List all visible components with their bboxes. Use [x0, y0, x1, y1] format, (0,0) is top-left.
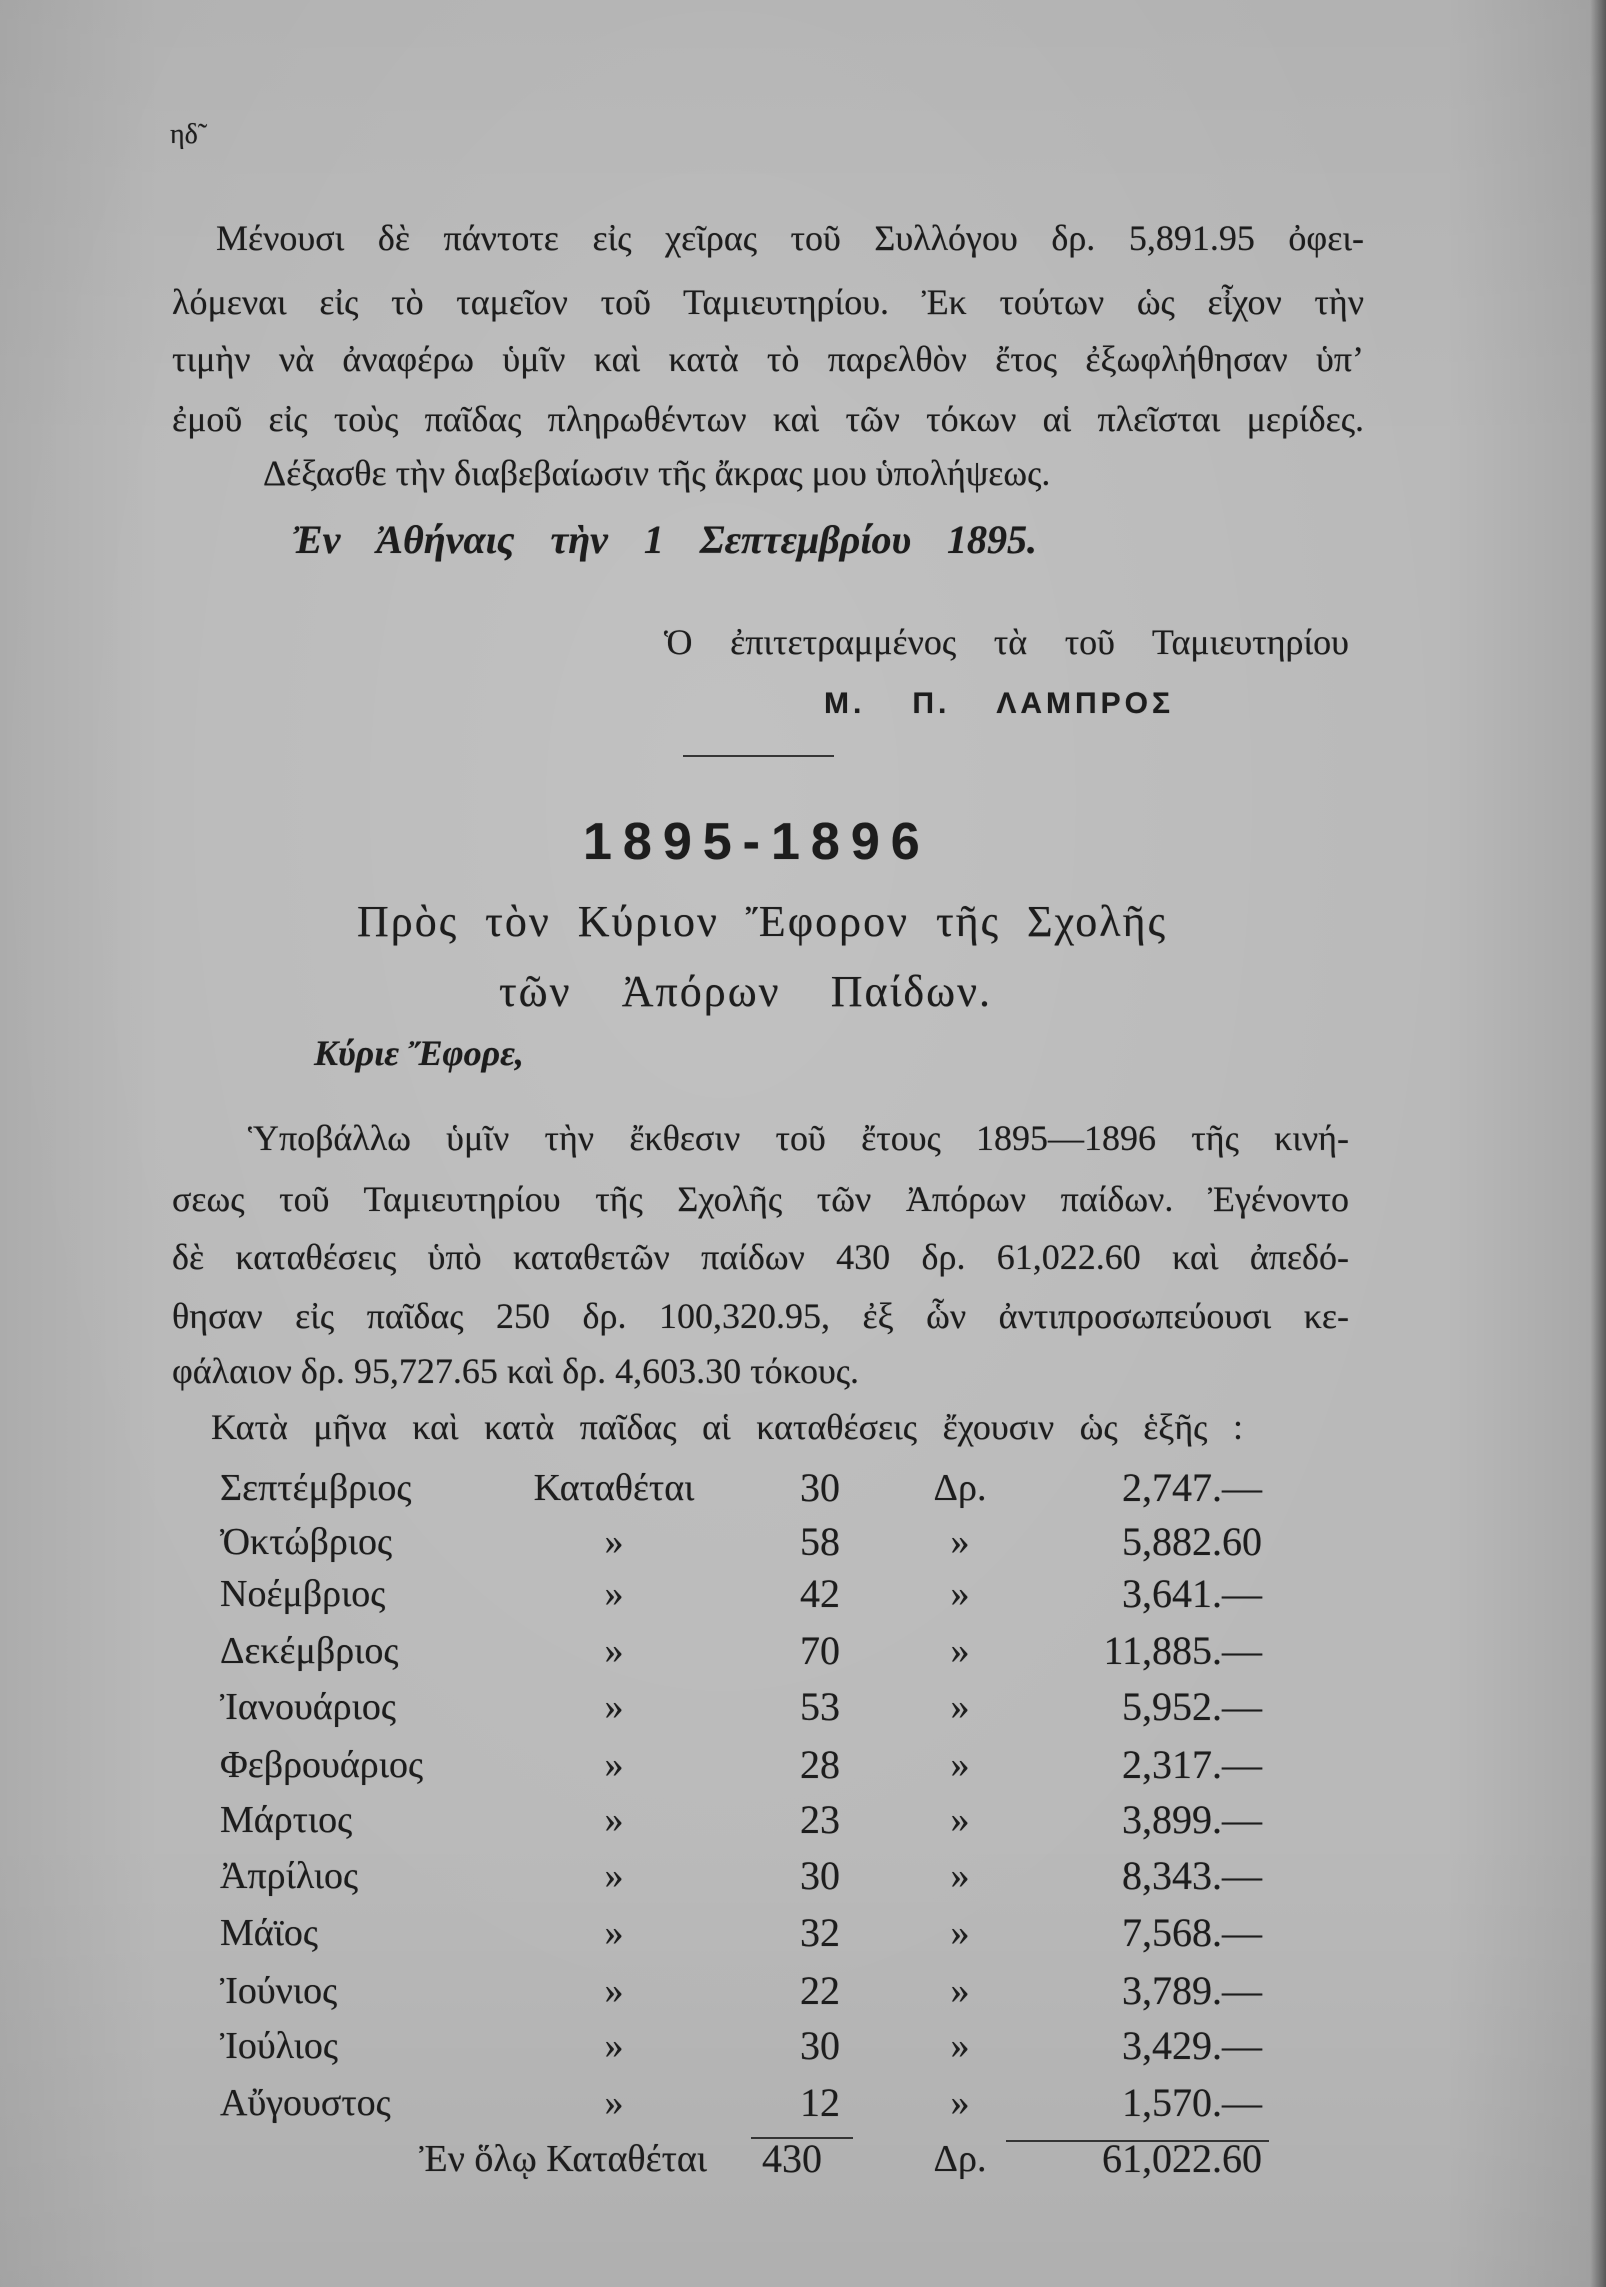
month-cell: Ἰούλιος: [220, 2025, 338, 2067]
depositor-count-cell: 12: [800, 2080, 840, 2125]
report-1895-line: Δέξασθε τὴν διαβεβαίωσιν τῆς ἄκρας μου ὑπολήψεως.: [263, 453, 1051, 493]
amount-cell: 3,641.—: [1122, 1571, 1262, 1616]
total-currency: Δρ.: [933, 2138, 987, 2180]
total-label: Ἐν ὅλῳ Καταθέται: [419, 2138, 707, 2180]
amount-cell: 11,885.—: [1103, 1628, 1262, 1673]
table-row: [0, 1626, 1606, 1676]
ditto-mark: »: [604, 2025, 624, 2067]
report-1895-line: λόμεναι εἰς τὸ ταμεῖον τοῦ Ταμιευτηρίου. Ἐκ τούτων ὡς εἶχον τὴν: [172, 282, 1364, 322]
table-row: [0, 2021, 1606, 2071]
year-heading: 1895-1896: [583, 813, 931, 871]
signatory-name: Μ. Π. ΛΑΜΠΡΟΣ: [824, 687, 1174, 720]
month-cell: Μάρτιος: [220, 1799, 353, 1841]
report-1896-line: Ὑποβάλλω ὑμῖν τὴν ἔκθεσιν τοῦ ἔτους 1895—1896 τῆς κινή-: [248, 1118, 1349, 1158]
ditto-mark: »: [950, 1855, 970, 1897]
ditto-mark: »: [950, 1573, 970, 1615]
depositor-count-cell: 30: [800, 2023, 840, 2068]
table-row: [0, 1795, 1606, 1845]
depositor-count-cell: 70: [800, 1628, 840, 1673]
ditto-mark: »: [604, 1686, 624, 1728]
depositor-count-cell: 22: [800, 1968, 840, 2013]
month-cell: Φεβρουάριος: [220, 1744, 423, 1786]
depositor-count-cell: 58: [800, 1519, 840, 1564]
amount-cell: 8,343.—: [1122, 1853, 1262, 1898]
ditto-mark: »: [950, 2082, 970, 2124]
month-cell: Αὔγουστος: [220, 2082, 391, 2124]
report-1896-line: φάλαιον δρ. 95,727.65 καὶ δρ. 4,603.30 τόκους.: [172, 1351, 860, 1391]
ditto-mark: »: [604, 1744, 624, 1786]
depositor-count-cell: 42: [800, 1571, 840, 1616]
table-row: [0, 1463, 1606, 1513]
report-1895-line: ἐμοῦ εἰς τοὺς παῖδας πληρωθέντων καὶ τῶν τόκων αἱ πλεῖσται μερίδες.: [172, 399, 1364, 439]
address-line: τῶν Ἀπόρων Παίδων.: [499, 967, 992, 1016]
amount-cell: 3,429.—: [1122, 2023, 1262, 2068]
currency-cell: Δρ.: [933, 1467, 987, 1509]
amount-cell: 5,882.60: [1122, 1519, 1262, 1564]
report-1896-line: θησαν εἰς παῖδας 250 δρ. 100,320.95, ἐξ ὧν ἀντιπροσωπεύουσι κε-: [172, 1296, 1349, 1336]
table-row: [0, 1740, 1606, 1790]
amount-cell: 7,568.—: [1122, 1910, 1262, 1955]
depositor-count-cell: 32: [800, 1910, 840, 1955]
table-total-row: [0, 2134, 1606, 2184]
month-cell: Μάϊος: [220, 1912, 318, 1954]
amount-cell: 2,747.—: [1122, 1465, 1262, 1510]
ditto-mark: »: [950, 1970, 970, 2012]
table-row: [0, 1966, 1606, 2016]
address-line: Πρὸς τὸν Κύριον Ἔφορον τῆς Σχολῆς: [357, 897, 1167, 946]
month-cell: Νοέμβριος: [220, 1573, 386, 1615]
ditto-mark: »: [604, 1630, 624, 1672]
month-cell: Δεκέμβριος: [220, 1630, 399, 1672]
ditto-mark: »: [604, 1912, 624, 1954]
table-row: [0, 2078, 1606, 2128]
ditto-mark: »: [950, 1912, 970, 1954]
amount-cell: 3,899.—: [1122, 1797, 1262, 1842]
depositor-count-cell: 28: [800, 1742, 840, 1787]
amount-cell: 3,789.—: [1122, 1968, 1262, 2013]
month-cell: Ἰούνιος: [220, 1970, 338, 2012]
table-row: [0, 1569, 1606, 1619]
table-row: [0, 1682, 1606, 1732]
depositor-count-cell: 53: [800, 1684, 840, 1729]
ditto-mark: »: [950, 1744, 970, 1786]
section-divider: [683, 755, 834, 757]
ditto-mark: »: [604, 1799, 624, 1841]
month-cell: Ὀκτώβριος: [220, 1521, 393, 1563]
depositor-count-cell: 30: [800, 1465, 840, 1510]
report-1896-line: δὲ καταθέσεις ὑπὸ καταθετῶν παίδων 430 δρ. 61,022.60 καὶ ἀπεδό-: [172, 1237, 1349, 1277]
depositors-label-cell: Καταθέται: [533, 1467, 695, 1509]
total-count: 430: [762, 2136, 822, 2181]
amount-cell: 5,952.—: [1122, 1684, 1262, 1729]
ditto-mark: »: [950, 1686, 970, 1728]
date-line: Ἐν Ἀθήναις τὴν 1 Σεπτεμβρίου 1895.: [292, 517, 1037, 562]
amount-cell: 2,317.—: [1122, 1742, 1262, 1787]
depositor-count-cell: 30: [800, 1853, 840, 1898]
amount-cell: 1,570.—: [1122, 2080, 1262, 2125]
ditto-mark: »: [950, 1521, 970, 1563]
ditto-mark: »: [604, 1855, 624, 1897]
report-1895-line: τιμὴν νὰ ἀναφέρω ὑμῖν καὶ κατὰ τὸ παρελθὸν ἔτος ἐξωφλήθησαν ὑπ’: [172, 339, 1364, 379]
table-row: [0, 1517, 1606, 1567]
month-cell: Ἰανουάριος: [220, 1686, 396, 1728]
ditto-mark: »: [604, 2082, 624, 2124]
ditto-mark: »: [950, 2025, 970, 2067]
ditto-mark: »: [604, 1521, 624, 1563]
ditto-mark: »: [950, 1630, 970, 1672]
total-amount: 61,022.60: [1102, 2136, 1262, 2181]
month-cell: Ἀπρίλιος: [220, 1855, 359, 1897]
table-row: [0, 1851, 1606, 1901]
report-1896-line: Κατὰ μῆνα καὶ κατὰ παῖδας αἱ καταθέσεις ἔχουσιν ὡς ἑξῆς :: [211, 1407, 1243, 1447]
ditto-mark: »: [950, 1799, 970, 1841]
page-number: ηδ̃: [170, 119, 198, 150]
salutation: Κύριε Ἔφορε,: [314, 1033, 524, 1073]
table-row: [0, 1908, 1606, 1958]
ditto-mark: »: [604, 1573, 624, 1615]
ditto-mark: »: [604, 1970, 624, 2012]
signatory-title: Ὁ ἐπιτετραμμένος τὰ τοῦ Ταμιευτηρίου: [664, 622, 1349, 662]
report-1895-line: Μένουσι δὲ πάντοτε εἰς χεῖρας τοῦ Συλλόγου δρ. 5,891.95 ὀφει-: [216, 218, 1364, 258]
report-1896-line: σεως τοῦ Ταμιευτηρίου τῆς Σχολῆς τῶν Ἀπόρων παίδων. Ἐγένοντο: [172, 1179, 1349, 1219]
month-cell: Σεπτέμβριος: [220, 1467, 412, 1509]
depositor-count-cell: 23: [800, 1797, 840, 1842]
